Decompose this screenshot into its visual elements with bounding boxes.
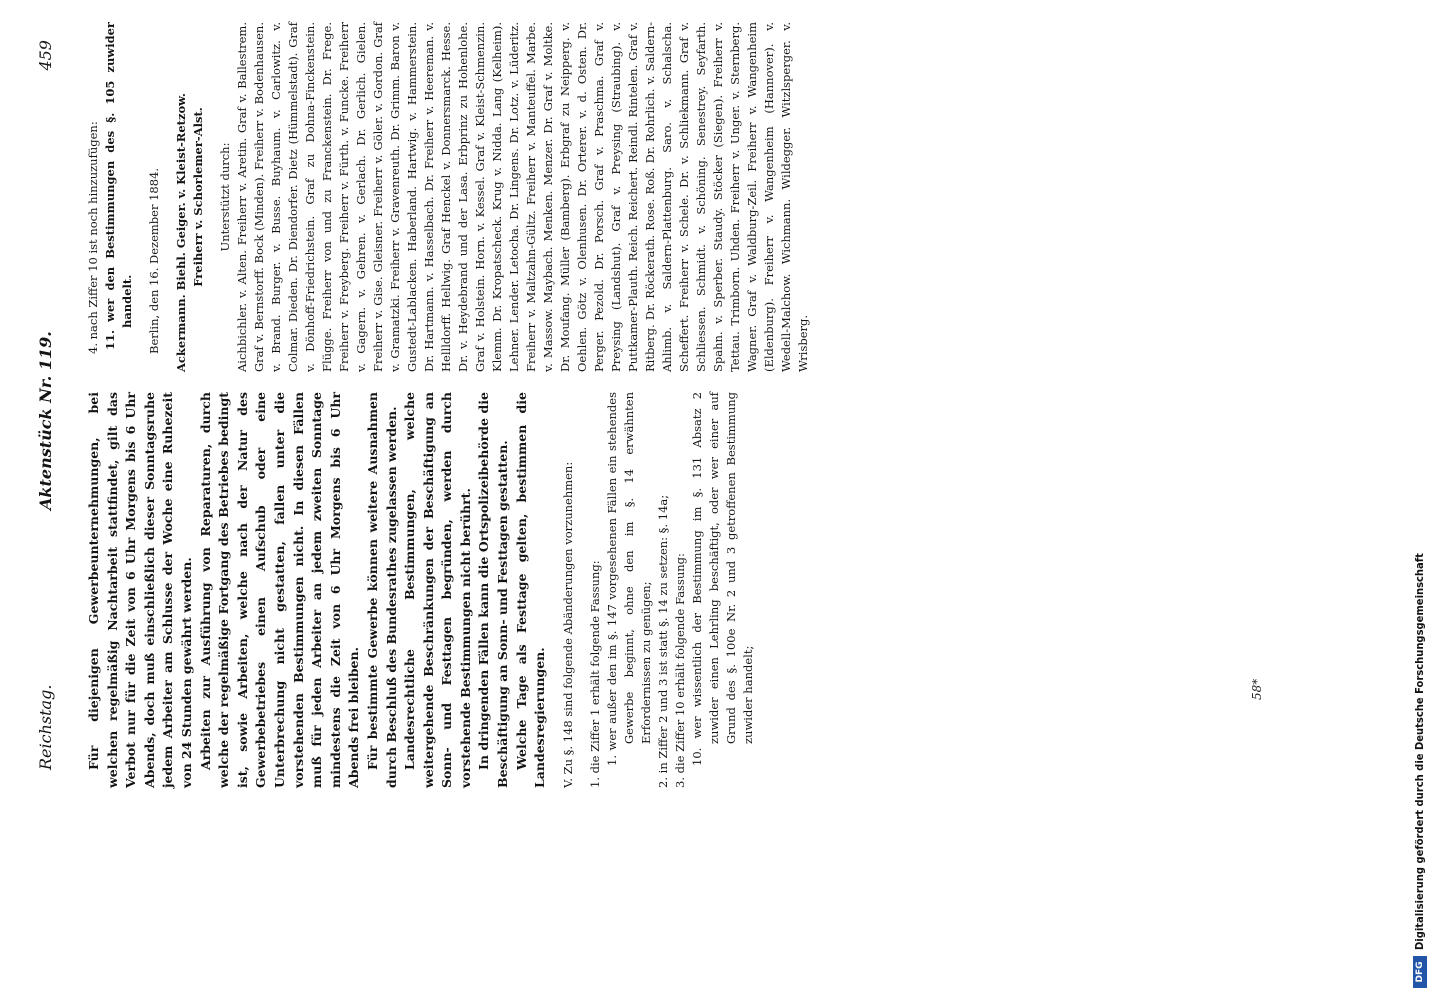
item-text: wer außer den im §. 147 vorgesehenen Fällen ein stehendes Gewerbe beginnt, ohne den im §. 14 erwähnten Erfordernissen zu genügen;	[604, 392, 653, 751]
digitization-note: Digitalisierung gefördert durch die Deutsche Forschungsgemeinschaft	[1414, 553, 1426, 950]
left-column	[85, 391, 755, 788]
paragraph-festtage: Welche Tage als Festtage gelten, bestimmen die Landesregierungen.	[513, 392, 548, 788]
item-text: in Ziffer 2 und 3 ist statt §. 14 zu setzen: §. 14a;	[655, 494, 670, 774]
page-header	[36, 40, 58, 770]
item-number: 10.	[689, 747, 704, 766]
page-number: 459	[36, 40, 55, 71]
amendment-subitem-11: 11. wer den Bestimmungen des §. 105 zuwider handelt.	[103, 22, 134, 350]
right-column	[85, 22, 810, 372]
digitization-sidebar	[1412, 0, 1432, 1000]
item-number: 2.	[655, 777, 670, 788]
signature-mark: 58*	[1250, 678, 1264, 700]
supported-by-heading: Unterstützt durch:	[218, 142, 232, 252]
paragraph-repairs: Arbeiten zur Ausführung von Reparaturen, durch welche der regelmäßige Fortgang des Betriebes bedingt ist, sowie Arbeiten, welche nach der Natur des Gewerbebetriebes einen Aufschub oder eine Unterbrechung nicht gestatten, fallen unter die vorstehenden Bestimmungen nicht. In diesen Fällen muß für jeden Arbeiter an jedem zweiten Sonntage mindestens die Zeit von 6 Uhr Morgens bis 6 Uhr Abends frei bleiben.	[197, 392, 362, 788]
item-number: 3.	[672, 777, 687, 788]
paragraph-ortspolizei: In dringenden Fällen kann die Ortspolizeibehörde die Beschäftigung an Sonn- und Festtagen gestatten.	[476, 392, 511, 788]
item-text: die Ziffer 10 erhält folgende Fassung:	[672, 553, 687, 774]
item-number: 1.	[604, 755, 619, 766]
item-number: 1.	[587, 777, 602, 788]
item-text: wer wissentlich der Bestimmung im §. 131 Absatz 2 zuwider einen Lehrling beschäftigt, oder wer einer auf Grund des §. 100e Nr. 2 und 3 getroffenen Bestimmung zuwider handelt;	[689, 391, 755, 744]
amendment-subitem-10	[689, 392, 757, 788]
amendment-item-3	[672, 392, 689, 788]
dateline: Berlin, den 16. Dezember 1884.	[147, 167, 161, 354]
section-v-intro: V. Zu §. 148 sind folgende Abänderungen vorzunehmen:	[560, 461, 575, 788]
signers-line-2: Freiherr v. Schorlemer-Alst.	[191, 107, 205, 287]
paragraph-landesrecht: Landesrechtliche Bestimmungen, welche weitergehende Beschränkungen der Beschäftigung an Sonn- und Festtagen begründen, werden durch vorstehende Bestimmungen nicht berührt.	[402, 392, 473, 788]
paragraph-night-work: Für diejenigen Gewerbeunternehmungen, bei welchen regelmäßig Nachtarbeit stattfindet, gilt das Verbot nur für die Zeit von 6 Uhr Morgens bis 6 Uhr Abends, doch muß einschließlich dieser Sonntagsruhe jedem Arbeiter am Schlusse der Woche eine Ruhezeit von 24 Stunden gewährt werden.	[86, 392, 194, 788]
supporters-list: Aichbichler. v. Alten. Freiherr v. Aretin. Graf v. Ballestrem. Graf v. Bernstorff. Bock (Minden). Freiherr v. Bodenhausen. v. Brand. Burger. v. Busse. Buyhaum. v. Carlowitz. v. Colmar. Dieden. Dr. Diendorfer. Dietz (Hümmelstadt). Graf v. Dönhoff-Friedrichstein. Graf zu Dohna-Finckenstein. Flügge. Freiherr von und zu Franckenstein. Dr. Frege. Freiherr v. Freyberg. Freiherr v. Fürth. v. Funcke. Freiherr v. Gagern. v. Gehren. v. Gerlach. Dr. Gerlich. Gielen. Freiherr v. Gise. Gleisner. Freiherr v. Göler. v. Gordon. Graf v. Gramatzki. Freiherr v. Gravenreuth. Dr. Grimm. Baron v. Gustedt-Lablacken. Haberland. Hartwig. v. Hammerstein. Dr. Hartmann. v. Hasselbach. Dr. Freiherr v. Heereman. v. Hellldorff. Hellwig. Graf Henckel v. Donnersmarck. Hesse. Dr. v. Heydebrand und der Lasa. Erbprinz zu Hohenlohe. Graf v. Holstein. Horn. v. Kessel. Graf v. Kleist-Schmenzin. Klemm. Dr. Kropatscheck. Krug v. Nidda. Lang (Kelheim). Lehner. Lender. Letocha. Dr. Lingens. Dr. Lotz. v. Lüderitz. Freiherr v. Maltzahn-Gültz. Freiherr v. Manteuffel. Marbe. v. Massow. Maybach. Menken. Menzer. Dr. Graf v. Moltke. Dr. Moufang. Müller (Bamberg). Erbgraf zu Neipperg. v. Oehlen. Götz v. Olenhusen. Dr. Orterer. v. d. Osten. Dr. Perger. Pezold. Dr. Porsch. Graf v. Praschma. Graf v. Preysing (Landshut). Graf v. Preysing (Straubing). v. Puttkamer-Plauth. Reich. Reichert. Reindl. Rintelen. Graf v. Ritberg. Dr. Röckerath. Rose. Roß. Dr. Rohrlich. v. Saldern-Ahlimb. v. Saldern-Plattenburg. Saro. v. Schalscha. Scheffert. Freiherr v. Schele. Dr. v. Schliekmann. Graf v. Schliessen. Schmidt. v. Schöning. Senestrey. Seyfarth. Spahn. v. Sperber. Staudy. Stöcker (Siegen). Freiherr v. Tettau. Trimborn. Uhden. Freiherr v. Unger. v. Sternberg. Wagner. Graf v. Waldburg-Zeil. Freiherr v. Wangenheim (Eldenburg). Freiherr v. Wangenheim (Hannover). v. Wedell-Malchow. Wichmann. Wildegger. Witzlsperger. v. Wrisberg.	[235, 22, 810, 372]
item-text: die Ziffer 1 erhält folgende Fassung:	[587, 560, 602, 774]
amendment-subitem-1	[604, 392, 655, 788]
header-reichstag: Reichstag.	[36, 684, 55, 770]
amendment-item-4: 4. nach Ziffer 10 ist noch hinzuzufügen:	[86, 121, 100, 354]
paragraph-bundesrath: Für bestimmte Gewerbe können weitere Ausnahmen durch Beschluß des Bundesrathes zugelassen werden.	[364, 392, 399, 788]
signers-line-1: Ackermann. Biehl. Geiger. v. Kleist-Retzow.	[174, 93, 188, 372]
dfg-logo: DFG	[1413, 956, 1427, 988]
amendment-item-2	[655, 392, 672, 788]
header-document-number: Aktenstück Nr. 119.	[36, 331, 55, 510]
amendment-item-1	[587, 392, 604, 788]
